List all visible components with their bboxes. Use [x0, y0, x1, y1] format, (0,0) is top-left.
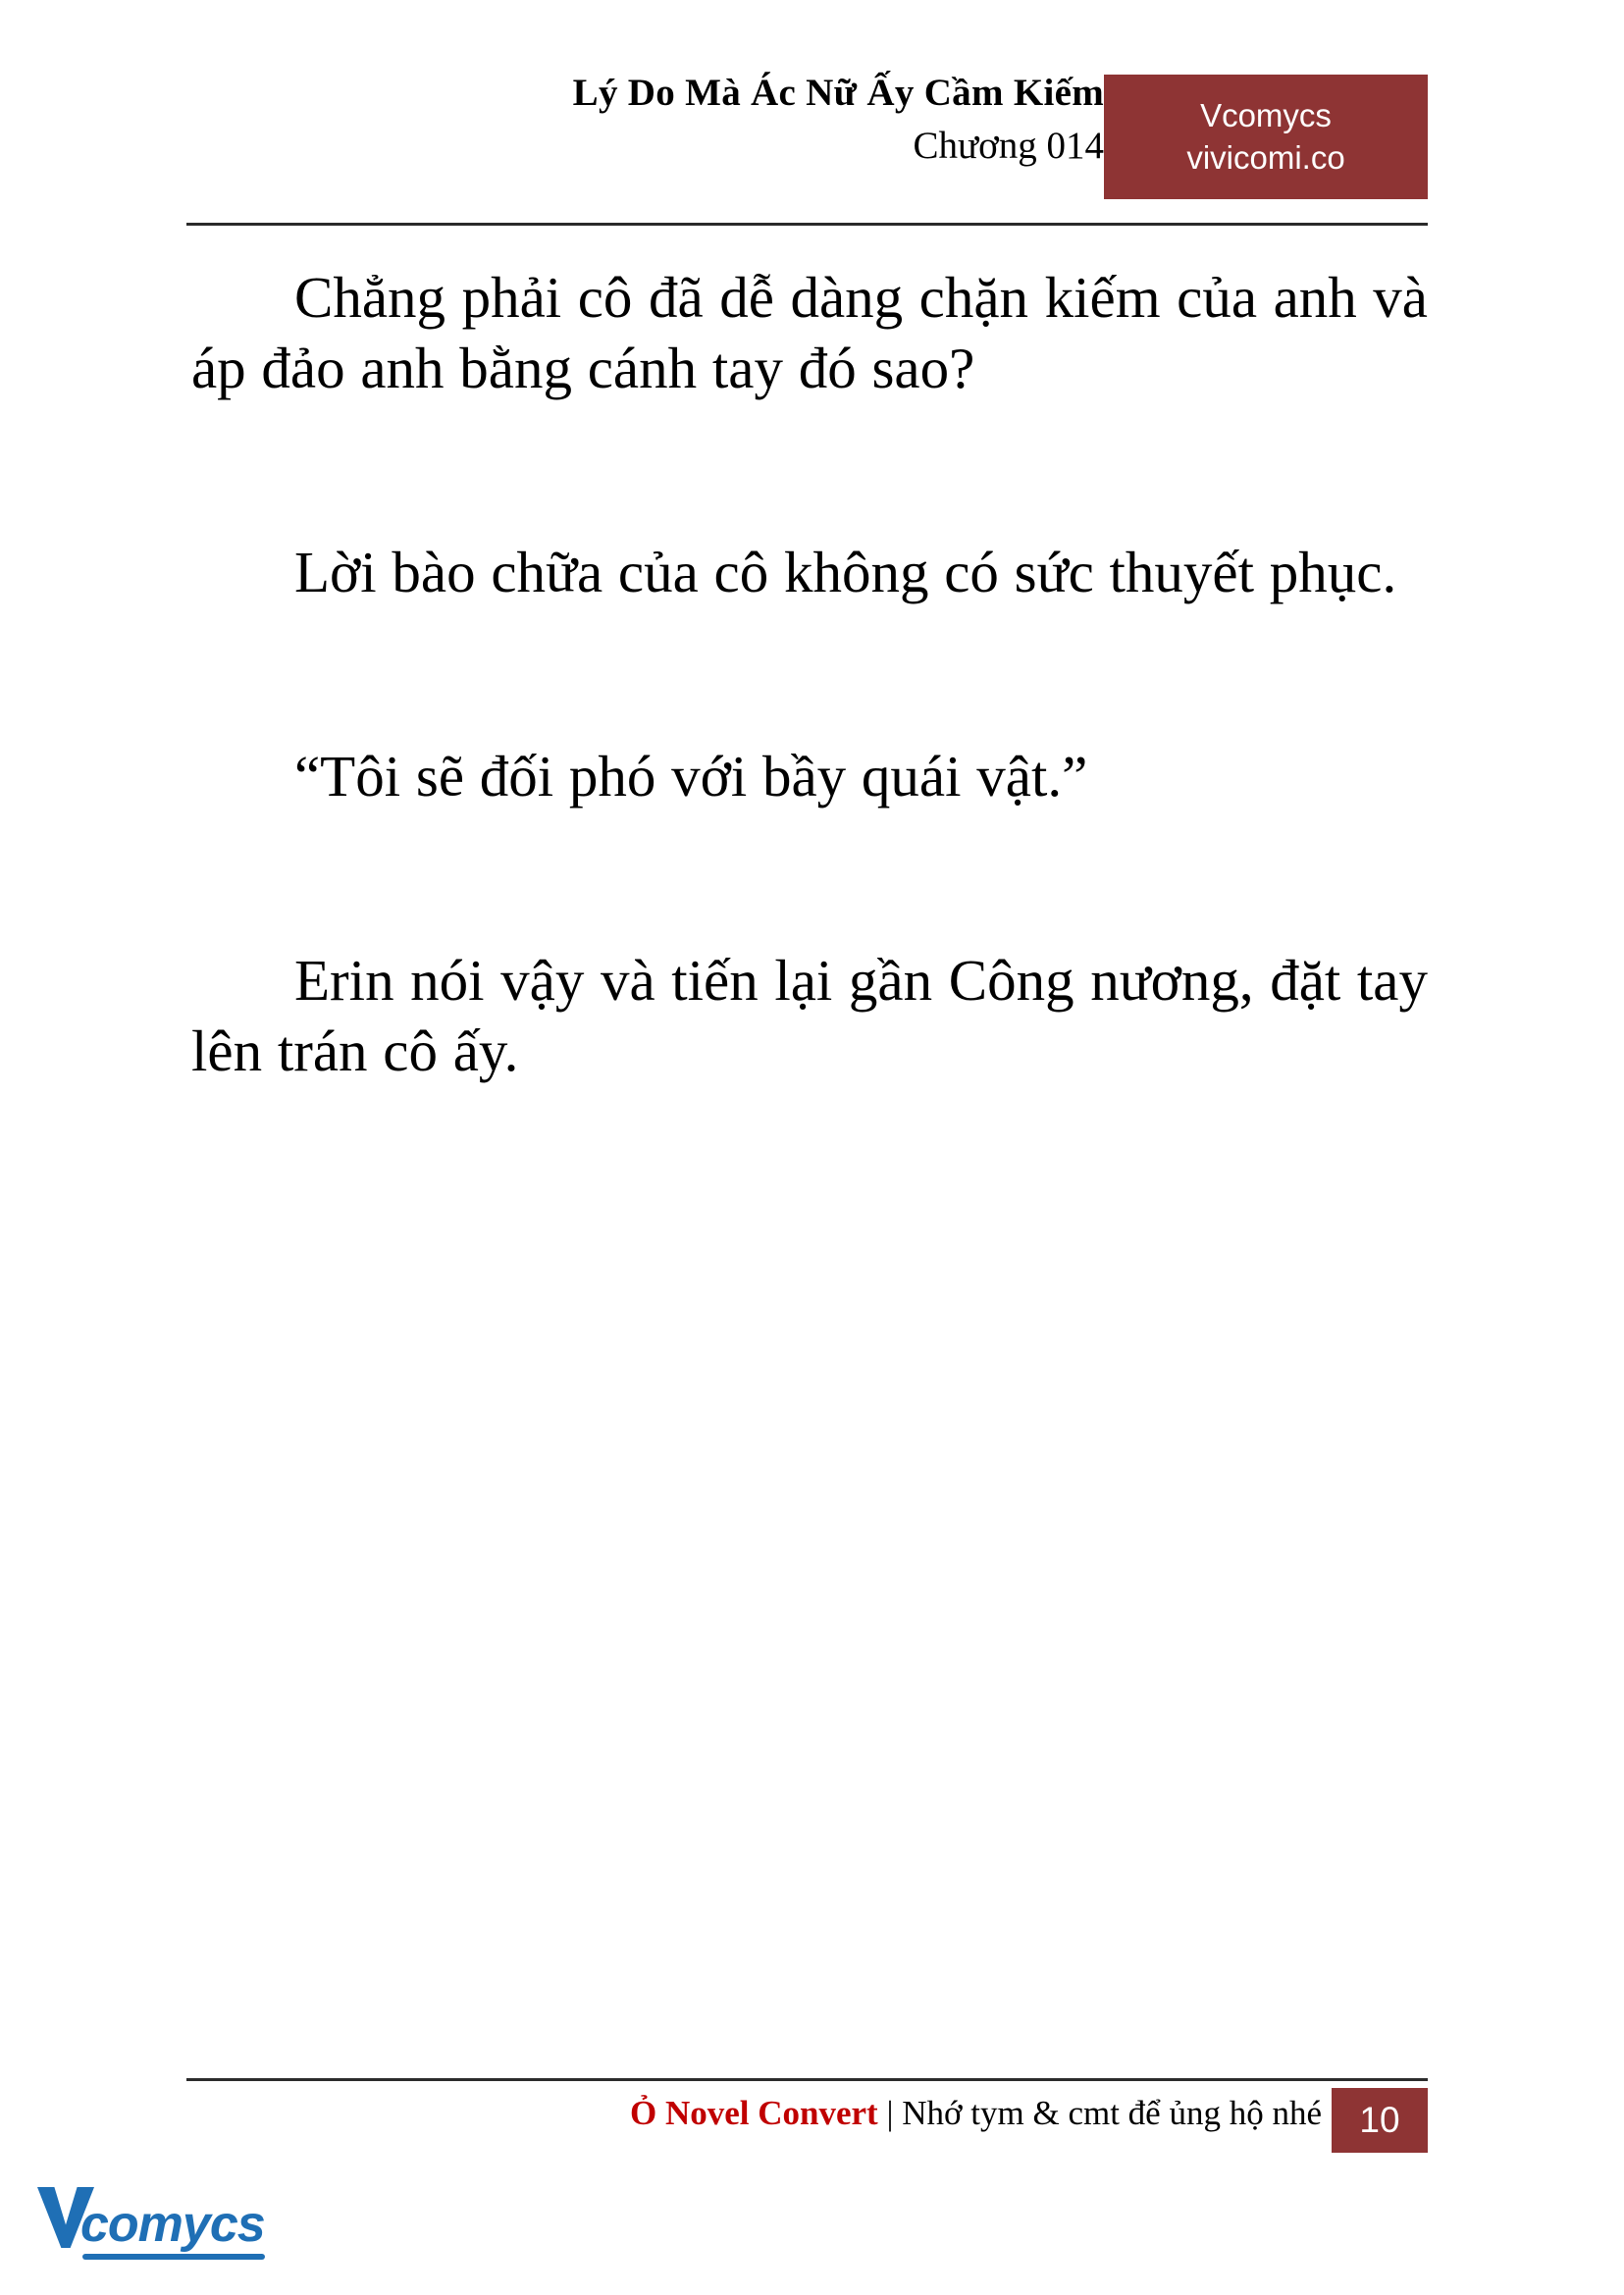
- paragraph: Erin nói vậy và tiến lại gần Công nương, đặt tay lên trán cô ấy.: [191, 947, 1428, 1083]
- page-title: Lý Do Mà Ác Nữ Ấy Cầm Kiếm: [572, 72, 1104, 114]
- footer-text-block: [630, 2094, 1322, 2133]
- footer-divider: [186, 2078, 1428, 2081]
- paragraph: Lời bào chữa của cô không có sức thuyết phục.: [294, 539, 1397, 604]
- paragraph-spacer: [191, 477, 1428, 538]
- site-badge: [1104, 75, 1428, 199]
- footer-brand: Ỏ Novel Convert: [629, 2094, 878, 2132]
- header-divider: [186, 223, 1428, 226]
- watermark-logo: [37, 2181, 273, 2268]
- watermark-underline: [82, 2254, 265, 2260]
- page-header: [186, 69, 1428, 221]
- paragraph: “Tôi sẽ đối phó với bầy quái vật.”: [294, 743, 1088, 808]
- footer-separator: |: [877, 2094, 903, 2132]
- page-number: 10: [1332, 2088, 1428, 2153]
- site-badge-url: vivicomi.co: [1186, 138, 1345, 176]
- footer-note: Nhớ tym & cmt để ủng hộ nhé: [902, 2094, 1322, 2132]
- paragraph: Chẳng phải cô đã dễ dàng chặn kiếm của anh và áp đảo anh bằng cánh tay đó sao?: [191, 265, 1428, 400]
- page-content: [191, 263, 1428, 1160]
- page-footer: [186, 2088, 1428, 2153]
- header-title-block: [573, 69, 1104, 171]
- paragraph-spacer: [191, 885, 1428, 946]
- site-badge-name: Vcomycs: [1200, 96, 1332, 133]
- paragraph-spacer: [191, 681, 1428, 742]
- chapter-label: Chương 014: [913, 124, 1104, 167]
- watermark-label: comycs: [80, 2196, 265, 2253]
